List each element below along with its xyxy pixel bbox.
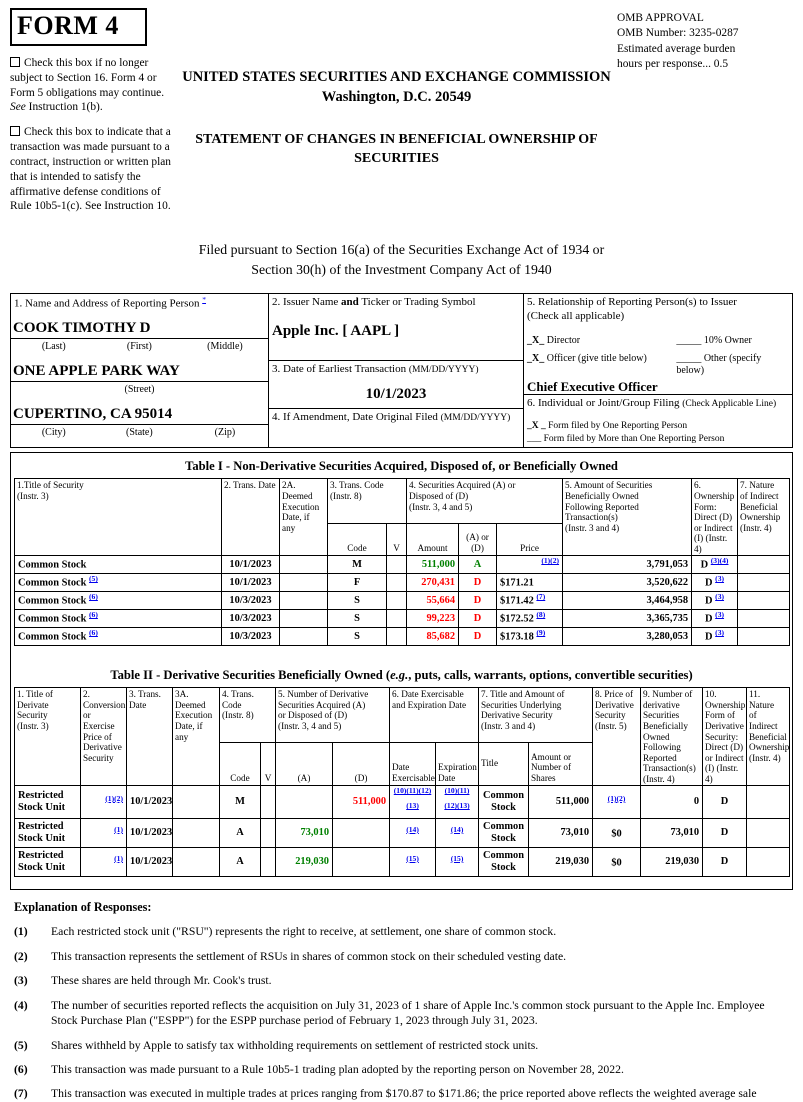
code-cell: S [328, 628, 387, 646]
subcol-price: Price [497, 524, 563, 556]
security-cell: Common Stock $^{(6)}$ [15, 592, 222, 610]
owned-cell: 3,464,958 [563, 592, 692, 610]
table1-title: Table I - Non-Derivative Securities Acquired, Disposed of, or Beneficially Owned [185, 459, 618, 474]
acquired-disposed-cell: D [459, 592, 497, 610]
footnote-link[interactable]: (14) [406, 824, 419, 834]
amount-cell: 511,000 [407, 556, 459, 574]
amount-cell: 85,682 [407, 628, 459, 646]
footnote-link[interactable]: (3)(4) [710, 556, 729, 566]
omb-approval-title: OMB APPROVAL [617, 12, 704, 24]
officer-title: Chief Executive Officer [527, 378, 658, 394]
footnote-link[interactable]: (6) [89, 592, 98, 602]
amount-cell: 55,664 [407, 592, 459, 610]
security-cell: Common Stock [15, 556, 222, 574]
nature-cell [738, 556, 790, 574]
security-cell: Common Stock $^{(6)}$ [15, 628, 222, 646]
footnote-item [14, 949, 789, 964]
col-derivative-title: 1. Title of Derivate Security (Instr. 3) [15, 688, 81, 786]
asterisk-footnote-link[interactable]: * [202, 294, 206, 304]
col-derivative-price: 8. Price of Derivative Security (Instr. 5) [593, 688, 641, 786]
footnote-link[interactable]: (8) [536, 610, 546, 620]
footnote-link[interactable]: (1) [114, 824, 123, 834]
acquired-disposed-cell: D [459, 610, 497, 628]
deemed-cell [280, 556, 328, 574]
derivative-price-cell [593, 786, 641, 819]
commission-heading-block [176, 8, 617, 214]
table-row [15, 556, 790, 574]
city-label: (City) [41, 426, 66, 438]
omb-approval-block: OMB APPROVAL OMB Number: 3235-0287 Estimated average burden hours per response... 0.5 [617, 8, 793, 214]
zip-label: (Zip) [214, 426, 236, 438]
table-row [15, 786, 790, 819]
date-cell: 10/1/2023 [127, 848, 173, 877]
table-row [15, 610, 790, 628]
col-nature-indirect: 11. Nature of Indirect Beneficial Ownership (Instr. 4) [747, 688, 790, 786]
footnote-link[interactable]: (10)(11)(12) (13) [393, 786, 432, 811]
code-cell: S [328, 592, 387, 610]
code-cell: M [328, 556, 387, 574]
ownership-cell: D [703, 819, 747, 848]
footnote-link[interactable]: (15) [406, 853, 419, 863]
footnote-item [14, 1062, 789, 1077]
code-cell: M [220, 786, 261, 819]
acquired-cell [276, 786, 333, 819]
filing-type-label: 6. Individual or Joint/Group Filing (Check Applicable Line) [527, 396, 777, 409]
subcol-v: V [261, 743, 276, 786]
derivative-title-cell: Restricted Stock Unit [15, 819, 81, 848]
col-securities-acquired: 4. Securities Acquired (A) or Disposed of (D) (Instr. 3, 4 and 5) [407, 479, 563, 524]
ten-percent-owner-check[interactable]: _____ 10% Owner [676, 335, 752, 347]
form-title-block [10, 8, 176, 214]
statement-title: STATEMENT OF CHANGES IN BENEFICIAL OWNERSHIP OF SECURITIES [195, 132, 598, 167]
acquired-disposed-cell: D [459, 574, 497, 592]
amendment-label: 4. If Amendment, Date Original Filed (MM/DD/YYYY) [272, 410, 511, 423]
earliest-transaction-date: 10/1/2023 [365, 385, 427, 402]
date-cell: 10/3/2023 [222, 610, 280, 628]
section16-checkbox[interactable] [10, 57, 20, 67]
code-cell: A [220, 819, 261, 848]
section16-checkbox-label: Check this box if no longer subject to Section 16. Form 4 or Form 5 obligations may continue. [10, 57, 165, 99]
nature-cell [747, 786, 790, 819]
subcol-a: (A) [276, 743, 333, 786]
col-trans-code: 4. Trans. Code (Instr. 8) [220, 688, 276, 743]
reporting-person-label: 1. Name and Address of Reporting Person [14, 297, 200, 310]
ownership-cell: D [703, 786, 747, 819]
owned-cell: 3,520,622 [563, 574, 692, 592]
disposed-cell: 511,000 [333, 786, 390, 819]
section16-checkbox-row: Check this box if no longer subject to Section 16. Form 4 or Form 5 obligations may continue. See Instruction 1(b). [10, 57, 165, 114]
subcol-date-exercisable: Date Exercisable [390, 743, 436, 786]
subcol-title: Title [479, 743, 529, 786]
officer-check[interactable]: _X_ Officer (give title below) [527, 352, 647, 364]
derivative-title-cell: Restricted Stock Unit [15, 786, 81, 819]
col-nature-indirect: 7. Nature of Indirect Beneficial Ownership (Instr. 4) [738, 479, 790, 556]
earliest-transaction-box [269, 361, 523, 409]
earliest-transaction-label: 3. Date of Earliest Transaction (MM/DD/YYYY) [272, 362, 479, 375]
col-number-derivative: 5. Number of Derivative Securities Acquired (A) or Disposed of (D) (Instr. 3, 4 and 5) [276, 688, 390, 743]
price-cell: $172.52 $^{(8)}$ [497, 610, 563, 628]
footnote-number: (6) [14, 1062, 28, 1076]
filed-pursuant-text: Filed pursuant to Section 16(a) of the Securities Exchange Act of 1934 or Section 30(h) of the Investment Company Act of 1940 [198, 242, 605, 277]
footnote-item [14, 1086, 789, 1101]
table-row [15, 574, 790, 592]
subcol-v: V [387, 524, 407, 556]
conversion-price-cell [81, 819, 127, 848]
col-date-exercisable-expiration: 6. Date Exercisable and Expiration Date [390, 688, 479, 743]
date-cell: 10/1/2023 [222, 574, 280, 592]
footnote-text: Each restricted stock unit ("RSU") represents the right to receive, at settlement, one share of common stock. [51, 925, 557, 939]
date-cell: 10/3/2023 [222, 628, 280, 646]
ownership-cell: D $^{(3)}$ [692, 610, 738, 628]
conversion-price-cell [81, 786, 127, 819]
footnote-number: (7) [14, 1087, 28, 1101]
footnote-link[interactable]: (5) [89, 574, 98, 584]
security-cell: Common Stock $^{(5)}$ [15, 574, 222, 592]
footnote-link[interactable]: (7) [536, 592, 546, 602]
col-amount-owned: 5. Amount of Securities Beneficially Owned Following Reported Transaction(s) (Instr. 3 and 4) [563, 479, 692, 556]
underlying-shares-cell: 73,010 [529, 819, 593, 848]
subcol-amount: Amount [407, 524, 459, 556]
reporting-person-city: CUPERTINO, CA 95014 [11, 399, 268, 425]
footnote-text: The number of securities reported reflects the acquisition on July 31, 2023 of 1 share of Apple Inc.'s common stock pursuant to the Apple Inc. Employee Stock Purchase Plan ("ESPP") for the ESPP purchase period of February 1, 2023 through July 31, 2023. [51, 998, 765, 1028]
expiration-date-cell [436, 786, 479, 819]
code-cell: F [328, 574, 387, 592]
footnote-link[interactable]: (3) [715, 628, 725, 638]
document-header [10, 8, 793, 214]
col-ownership-form: 10. Ownership Form of Derivative Security: Direct (D) or Indirect (I) (Instr. 4) [703, 688, 747, 786]
subcol-a-or-d: (A) or (D) [459, 524, 497, 556]
acquired-disposed-cell: D [459, 628, 497, 646]
ownership-cell: D $^{(3)}$ [692, 574, 738, 592]
underlying-shares-cell: 511,000 [529, 786, 593, 819]
more-persons-check[interactable]: ___ Form filed by More than One Reporting Person [527, 433, 725, 444]
code-cell: S [328, 610, 387, 628]
footnote-text: Shares withheld by Apple to satisfy tax withholding requirements on settlement of restricted stock units. [51, 1038, 539, 1052]
footnote-number: (4) [14, 998, 28, 1012]
omb-number: OMB Number: 3235-0287 [617, 27, 739, 40]
date-exercisable-cell [390, 786, 436, 819]
relationship-label: 5. Relationship of Reporting Person(s) to Issuer [527, 295, 737, 308]
date-exercisable-cell [390, 819, 436, 848]
footnote-number: (2) [14, 949, 28, 963]
footnote-link[interactable]: (3) [715, 574, 725, 584]
subcol-expiration-date: Expiration Date [436, 743, 479, 786]
footnote-link[interactable]: (1) [114, 853, 123, 863]
reporting-person-street: ONE APPLE PARK WAY [11, 356, 268, 382]
explanation-title: Explanation of Responses: [14, 900, 152, 915]
table-row [15, 819, 790, 848]
col-trans-date: 3. Trans. Date [127, 688, 173, 786]
amount-cell: 270,431 [407, 574, 459, 592]
footnote-number: (3) [14, 974, 28, 988]
owned-cell: 73,010 [641, 819, 703, 848]
ownership-cell: D $^{(3)(4)}$ [692, 556, 738, 574]
relationship-box: 5. Relationship of Reporting Person(s) to Issuer (Check all applicable) _X_ Director _____ 10% Owner _X_ Officer (give title below) _____ Other (specify below) Chief Executive Officer [524, 294, 792, 395]
issuer-label: 2. Issuer Name and Ticker or Trading Symbol [272, 295, 476, 308]
first-label: (First) [126, 340, 152, 352]
date-exercisable-cell [390, 848, 436, 877]
amendment-box [269, 409, 523, 448]
footnote-text: This transaction was executed in multiple trades at prices ranging from $170.87 to $171.86; the price reported above reflects the weighted average sale [51, 1087, 757, 1101]
identification-table [10, 293, 793, 449]
footnote-number: (5) [14, 1038, 28, 1052]
date-cell: 10/3/2023 [222, 592, 280, 610]
footnote-item [14, 973, 789, 988]
underlying-shares-cell: 219,030 [529, 848, 593, 877]
filing-type-box [524, 395, 792, 448]
date-cell: 10/1/2023 [127, 819, 173, 848]
commission-title: UNITED STATES SECURITIES AND EXCHANGE COMMISSION Washington, D.C. 20549 [182, 69, 611, 105]
middle-label: (Middle) [207, 340, 243, 352]
table-row [15, 592, 790, 610]
footnote-link[interactable]: (14) [450, 824, 464, 834]
code-cell: A [220, 848, 261, 877]
owned-cell: 219,030 [641, 848, 703, 877]
price-cell [497, 556, 563, 574]
footnote-link[interactable]: (15) [450, 853, 464, 863]
footnote-link[interactable]: (1)(2) [105, 793, 123, 803]
col-trans-code: 3. Trans. Code (Instr. 8) [328, 479, 407, 524]
form-title: FORM 4 [10, 8, 147, 46]
acquired-disposed-cell: A [459, 556, 497, 574]
table2-derivative [14, 687, 790, 877]
subcol-d: (D) [333, 743, 390, 786]
conversion-price-cell [81, 848, 127, 877]
price-cell: $173.18 $^{(9)}$ [497, 628, 563, 646]
derivative-price-cell: $0 [593, 819, 641, 848]
col-trans-date: 2. Trans. Date [222, 479, 280, 556]
subcol-code: Code [220, 743, 261, 786]
state-label: (State) [126, 426, 153, 438]
tables-container [10, 452, 793, 890]
derivative-price-cell: $0 [593, 848, 641, 877]
footnote-item [14, 924, 789, 939]
footnote-item [14, 1038, 789, 1053]
reporting-person-box [11, 294, 269, 448]
footnote-link[interactable]: (9) [536, 628, 546, 638]
acquired-cell: 73,010 [276, 819, 333, 848]
col-title-of-security: 1.Title of Security (Instr. 3) [15, 479, 222, 556]
footnote-link[interactable]: (3) [715, 610, 725, 620]
issuer-box [269, 294, 523, 361]
rule10b5-checkbox-label: Check this box to indicate that a transaction was made pursuant to a contract, instruction or written plan that is intended to satisfy the affirmative defense conditions of Rule 10b5-1(c). See Instruction 10. [10, 126, 172, 213]
reporting-person-name: COOK TIMOTHY D [11, 313, 268, 339]
footnote-link[interactable]: (6) [89, 610, 98, 620]
street-label: (Street) [124, 383, 155, 395]
owned-cell: 0 [641, 786, 703, 819]
table-row [15, 848, 790, 877]
explanation-of-responses [14, 900, 789, 1102]
table2-title: Table II - Derivative Securities Beneficially Owned (e.g., puts, calls, warrants, options, convertible securities) [110, 668, 693, 683]
director-check[interactable]: _X_ Director [527, 335, 581, 347]
footnote-link[interactable]: (1)(2) [541, 556, 560, 566]
table-row [15, 628, 790, 646]
amount-cell: 99,223 [407, 610, 459, 628]
issuer-name: Apple Inc. [ AAPL ] [272, 322, 400, 339]
col-underlying-securities: 7. Title and Amount of Securities Underlying Derivative Security (Instr. 3 and 4) [479, 688, 593, 743]
footnote-link[interactable]: (1)(2) [607, 793, 626, 803]
col-number-owned: 9. Number of derivative Securities Beneficially Owned Following Reported Transaction(s) (Instr. 4) [641, 688, 703, 786]
price-cell: $171.21 [497, 574, 563, 592]
expiration-date-cell [436, 819, 479, 848]
col-conversion-price: 2. Conversion or Exercise Price of Derivative Security [81, 688, 127, 786]
ownership-cell: D $^{(3)}$ [692, 592, 738, 610]
rule10b5-checkbox-row [10, 125, 176, 214]
footnote-item [14, 998, 789, 1029]
footnote-number: (1) [14, 925, 28, 939]
owned-cell: 3,791,053 [563, 556, 692, 574]
date-cell: 10/1/2023 [127, 786, 173, 819]
security-cell: Common Stock $^{(6)}$ [15, 610, 222, 628]
footnote-link[interactable]: (3) [715, 592, 725, 602]
owned-cell: 3,365,735 [563, 610, 692, 628]
footnote-text: This transaction was made pursuant to a Rule 10b5-1 trading plan adopted by the reporting person on November 28, 2022. [51, 1062, 624, 1076]
last-label: (Last) [41, 340, 66, 352]
owned-cell: 3,280,053 [563, 628, 692, 646]
rule10b5-checkbox[interactable] [10, 126, 20, 136]
price-cell: $171.42 $^{(7)}$ [497, 592, 563, 610]
underlying-title-cell: Common Stock [479, 786, 529, 819]
expiration-date-cell [436, 848, 479, 877]
ownership-cell: D [703, 848, 747, 877]
footnote-text: This transaction represents the settlement of RSUs in shares of common stock on their scheduled vesting date. [51, 949, 567, 963]
footnote-link[interactable]: (10)(11) (12)(13) [444, 786, 470, 811]
subcol-shares: Amount or Number of Shares [529, 743, 593, 786]
footnote-text: These shares are held through Mr. Cook's trust. [51, 974, 272, 988]
date-cell: 10/1/2023 [222, 556, 280, 574]
one-person-check[interactable]: _X _ Form filed by One Reporting Person [527, 420, 688, 431]
acquired-cell: 219,030 [276, 848, 333, 877]
disposed-cell [333, 848, 390, 877]
derivative-title-cell: Restricted Stock Unit [15, 848, 81, 877]
table1-non-derivative [14, 478, 790, 646]
underlying-title-cell: Common Stock [479, 819, 529, 848]
other-check[interactable]: _____ Other (specify below) [676, 352, 762, 377]
underlying-title-cell: Common Stock [479, 848, 529, 877]
subcol-code: Code [328, 524, 387, 556]
ownership-cell: D $^{(3)}$ [692, 628, 738, 646]
disposed-cell [333, 819, 390, 848]
col-deemed-execution: 3A. Deemed Execution Date, if any [173, 688, 220, 786]
col-ownership-form: 6. Ownership Form: Direct (D) or Indirect (I) (Instr. 4) [692, 479, 738, 556]
v-cell [387, 556, 407, 574]
footnote-link[interactable]: (6) [89, 628, 98, 638]
col-deemed-execution: 2A. Deemed Execution Date, if any [280, 479, 328, 556]
